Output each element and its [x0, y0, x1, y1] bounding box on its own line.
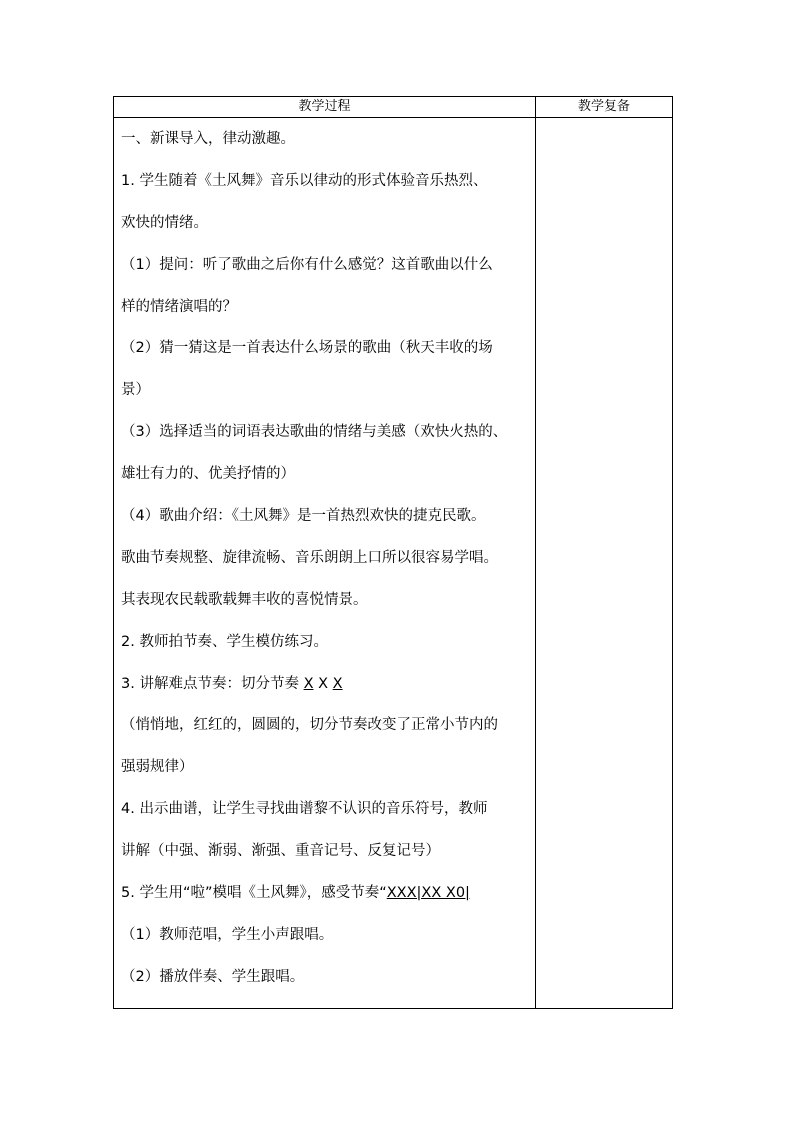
text-line: （4）歌曲介绍：《土风舞》是一首热烈欢快的捷克民歌。 — [121, 508, 486, 525]
rhythm-intro-text: 3. 讲解难点节奏：切分节奏 — [121, 675, 304, 692]
text-line: （3）选择适当的词语表达歌曲的情绪与美感（欢快火热的、 — [121, 424, 508, 441]
text-line: 2. 教师拍节奏、学生模仿练习。 — [121, 633, 328, 650]
text-line: （2）播放伴奏、学生跟唱。 — [121, 968, 305, 985]
text-line: （1）教师范唱，学生小声跟唱。 — [121, 926, 334, 943]
table-header-row — [114, 97, 673, 118]
header-teaching-process: 教学过程 — [114, 97, 536, 118]
teaching-process-cell — [114, 118, 536, 1009]
lesson-plan-table — [113, 96, 673, 1009]
la-rhythm-notation: XXX|XX X0| — [386, 885, 470, 902]
la-singing-line — [121, 882, 535, 924]
table-body-row — [114, 118, 673, 1009]
text-line: 其表现农民载歌载舞丰收的喜悦情景。 — [121, 591, 368, 608]
text-line: 歌曲节奏规整、旋律流畅、音乐朗朗上口所以很容易学唱。 — [121, 549, 498, 566]
text-line: 一、新课导入，律动激趣。 — [121, 131, 295, 147]
text-line: 4. 出示曲谱，让学生寻找曲谱黎不认识的音乐符号，教师 — [121, 801, 488, 818]
text-line: 欢快的情绪。 — [121, 214, 208, 231]
la-singing-text: 5. 学生用“啦”模唱《土风舞》，感受节奏“ — [121, 885, 387, 902]
text-line: 1. 学生随着《土风舞》音乐以律动的形式体验音乐热烈、 — [121, 172, 488, 189]
teaching-preparation-cell — [536, 118, 673, 1009]
text-line: 雄壮有力的、优美抒情的） — [121, 466, 295, 483]
text-line: （悄悄地，红红的，圆圆的，切分节奏改变了正常小节内的 — [121, 717, 498, 734]
text-line: （2）猜一猜这是一首表达什么场景的歌曲（秋天丰收的场 — [121, 340, 493, 357]
rhythm-note-underlined: X — [332, 675, 343, 692]
rhythm-note-underlined: X — [303, 675, 314, 692]
text-line: 讲解（中强、渐弱、渐强、重音记号、反复记号） — [121, 843, 440, 860]
syncopation-rhythm-line — [121, 673, 535, 715]
header-teaching-preparation: 教学复备 — [536, 97, 673, 118]
text-line: 样的情绪演唱的？ — [121, 298, 237, 315]
text-line: （1）提问：听了歌曲之后你有什么感觉？这首歌曲以什么 — [121, 256, 493, 273]
text-line: 景） — [121, 382, 150, 399]
text-line: 强弱规律） — [121, 759, 194, 776]
rhythm-note: X — [313, 675, 333, 692]
